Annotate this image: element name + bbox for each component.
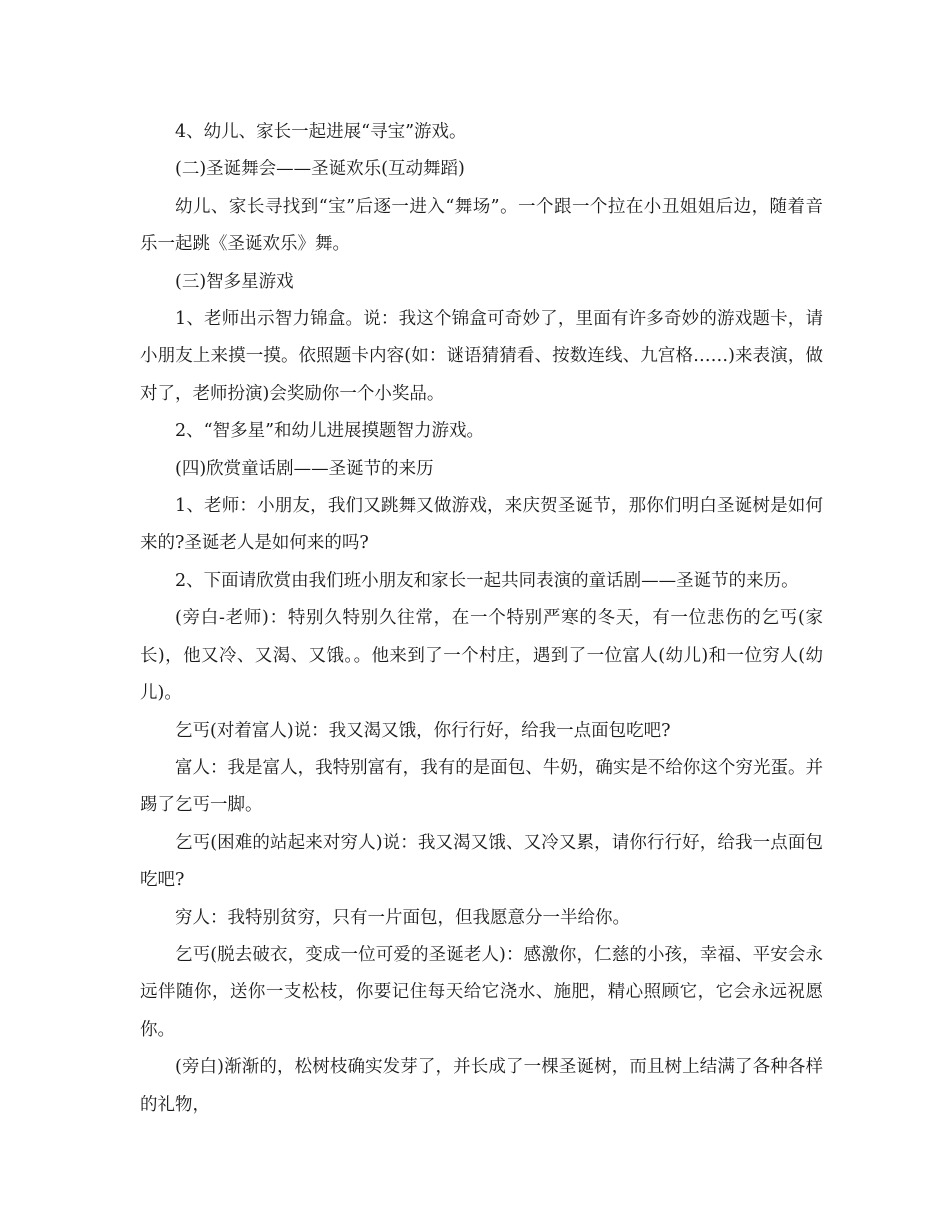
paragraph-dance-description: 幼儿、家长寻找到“宝”后逐一进入“舞场”。一个跟一个拉在小丑姐姐后边，随着音乐一起跳《圣诞欢乐》舞。 [140, 196, 823, 255]
paragraph-rich-man-reply: 富人：我是富人，我特别富有，我有的是面包、牛奶，确实是不给你这个穷光蛋。并踢了乞丐一脚。 [140, 757, 823, 816]
paragraph-narration-teacher: (旁白-老师)：特别久特别久往常，在一个特别严寒的冬天，有一位悲伤的乞丐(家长)，他又冷、又渴、又饿。。他来到了一个村庄，遇到了一位富人(幼儿)和一位穷人(幼儿)。 [140, 608, 823, 704]
paragraph-item-2-smart-star: 2、“智多星”和幼儿进展摸题智力游戏。 [175, 421, 485, 442]
document-body [140, 114, 823, 1124]
paragraph-beggar-to-poor: 乞丐(困难的站起来对穷人)说：我又渴又饿、又冷又累，请你行行好，给我一点面包吃吧? [140, 832, 823, 891]
paragraph-item-4-treasure-hunt: 4、幼儿、家长一起进展“寻宝”游戏。 [175, 122, 467, 142]
section-heading-christmas-dance: (二)圣诞舞会——圣诞欢乐(互动舞蹈) [175, 159, 465, 180]
paragraph-beggar-to-rich: 乞丐(对着富人)说：我又渴又饿，你行行好，给我一点面包吃吧? [175, 720, 671, 741]
paragraph-item-1-teacher-question: 1、老师：小朋友，我们又跳舞又做游戏，来庆贺圣诞节，那你们明白圣诞树是如何来的?圣诞老人是如何来的吗? [140, 496, 823, 554]
paragraph-narration-tree: (旁白)渐渐的，松树枝确实发芽了，并长成了一棵圣诞树，而且树上结满了各种各样的礼物， [140, 1057, 823, 1115]
paragraph-poor-man-reply: 穷人：我特别贫穷，只有一片面包，但我愿意分一半给你。 [175, 907, 630, 928]
paragraph-item-1-brocade-box: 1、老师出示智力锦盒。说：我这个锦盒可奇妙了，里面有许多奇妙的游戏题卡，请小朋友上来摸一摸。依照题卡内容(如：谜语猜猜看、按数连线、九宫格……)来表演，做对了，老师扮演)会奖励你一个小奖品。 [140, 309, 823, 404]
section-heading-smart-star-game: (三)智多星游戏 [175, 271, 294, 292]
section-heading-fairy-tale-play: (四)欣赏童话剧——圣诞节的来历 [175, 458, 434, 479]
paragraph-beggar-transforms: 乞丐(脱去破衣，变成一位可爱的圣诞老人)：感激你，仁慈的小孩，幸福、平安会永远伴随你，送你一支松枝，你要记住每天给它浇水、施肥，精心照顾它，它会永远祝愿你。 [140, 944, 823, 1040]
paragraph-item-2-play-intro: 2、下面请欣赏由我们班小朋友和家长一起共同表演的童话剧——圣诞节的来历。 [175, 570, 799, 591]
